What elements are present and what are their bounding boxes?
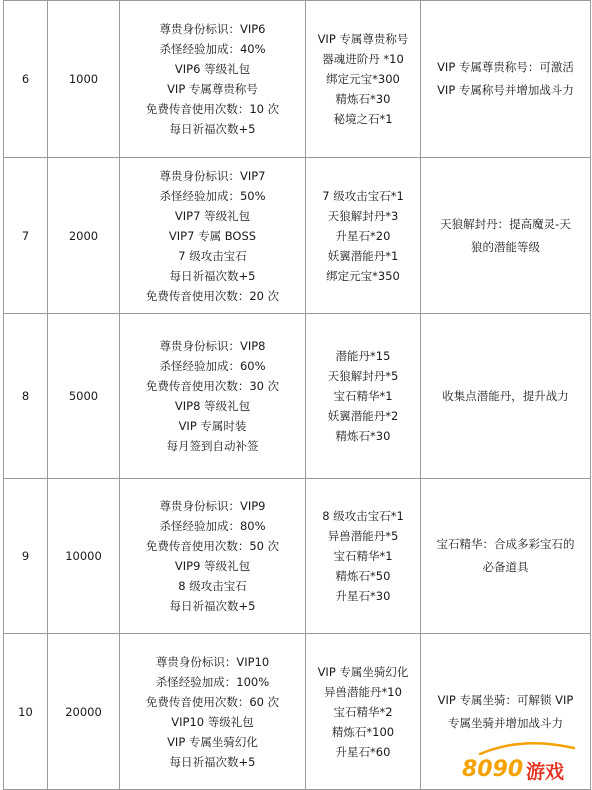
reward-item: 宝石精华*2 xyxy=(333,704,393,719)
benefit-item: VIP 专属时装 xyxy=(178,419,247,433)
rewards-list xyxy=(310,662,416,762)
benefits-list xyxy=(124,19,301,139)
benefit-item: VIP7 专属 BOSS xyxy=(168,228,257,243)
recharge-amount-cell xyxy=(48,479,120,634)
vip-level-cell xyxy=(4,314,48,479)
privilege-cell xyxy=(421,158,591,314)
reward-item: 升星石*30 xyxy=(335,589,391,603)
vip-level-cell xyxy=(4,158,48,314)
benefits-cell xyxy=(120,634,306,790)
table-row xyxy=(4,158,591,314)
benefit-item: VIP6 等级礼包 xyxy=(174,62,251,76)
benefit-item: 免费传音使用次数：10 次 xyxy=(145,102,280,116)
reward-item: VIP 专属坐骑幻化 xyxy=(317,664,409,679)
reward-item: 异兽潜能丹*5 xyxy=(327,529,399,543)
benefit-item: 免费传音使用次数：20 次 xyxy=(145,288,280,303)
benefit-item: 尊贵身份标识：VIP9 xyxy=(159,499,266,513)
vip-level: 9 xyxy=(21,549,30,563)
benefit-item: 杀怪经验加成：50% xyxy=(159,188,266,203)
logo-swoosh xyxy=(480,743,574,754)
vip-level: 10 xyxy=(18,704,33,719)
benefit-item: 每日祈福次数+5 xyxy=(169,599,256,613)
recharge-amount: 1000 xyxy=(68,72,99,86)
benefits-list xyxy=(124,166,301,306)
benefits-cell xyxy=(120,158,306,314)
benefit-item: 杀怪经验加成：60% xyxy=(159,359,266,373)
rewards-list xyxy=(310,506,416,606)
reward-item: 器魂进阶丹 *10 xyxy=(322,52,404,66)
benefit-item: 尊贵身份标识：VIP10 xyxy=(155,654,270,669)
vip-level: 6 xyxy=(21,72,30,86)
recharge-amount-cell xyxy=(48,1,120,158)
benefit-item: VIP 专属坐骑幻化 xyxy=(167,734,258,749)
benefit-item: VIP7 等级礼包 xyxy=(174,208,251,223)
reward-item: 天狼解封丹*5 xyxy=(327,369,399,383)
rewards-cell xyxy=(306,1,421,158)
rewards-cell xyxy=(306,634,421,790)
benefit-item: 免费传音使用次数：50 次 xyxy=(145,539,280,553)
privilege-cell xyxy=(421,479,591,634)
recharge-amount-cell xyxy=(48,314,120,479)
rewards-list xyxy=(310,29,416,129)
recharge-amount: 5000 xyxy=(68,389,99,403)
reward-item: 8 级攻击宝石*1 xyxy=(322,509,404,523)
reward-item: 天狼解封丹*3 xyxy=(327,208,399,223)
privilege-cell xyxy=(421,314,591,479)
rewards-list xyxy=(310,186,416,286)
benefits-list xyxy=(124,652,301,772)
benefits-cell xyxy=(120,479,306,634)
benefit-item: 每日祈福次数+5 xyxy=(169,268,256,283)
benefit-item: 每月签到自动补签 xyxy=(166,439,259,453)
reward-item: 异兽潜能丹*10 xyxy=(324,684,402,699)
reward-item: 升星石*60 xyxy=(335,744,391,759)
rewards-cell xyxy=(306,314,421,479)
vip-level-cell xyxy=(4,1,48,158)
vip-level-cell xyxy=(4,634,48,790)
benefit-item: 每日祈福次数+5 xyxy=(169,754,256,769)
vip-level: 8 xyxy=(21,389,30,403)
reward-item: 精炼石*30 xyxy=(335,429,391,443)
benefit-item: 尊贵身份标识：VIP7 xyxy=(159,168,266,183)
benefit-item: 免费传音使用次数：30 次 xyxy=(145,379,280,393)
reward-item: 妖翼潜能丹*2 xyxy=(327,409,399,423)
recharge-amount: 20000 xyxy=(65,704,102,719)
benefit-item: 尊贵身份标识：VIP8 xyxy=(159,339,266,353)
benefit-item: 杀怪经验加成：80% xyxy=(159,519,266,533)
benefits-cell xyxy=(120,1,306,158)
site-logo xyxy=(462,740,580,784)
privilege-text: 天狼解封丹：提高魔灵-天狼的潜能等级 xyxy=(440,216,571,254)
reward-item: 宝石精华*1 xyxy=(333,389,393,403)
benefit-item: 尊贵身份标识：VIP6 xyxy=(159,22,266,36)
benefit-item: 7 级攻击宝石 xyxy=(178,248,247,263)
logo-number: 8090 xyxy=(462,757,524,782)
logo-suffix: 游戏 xyxy=(526,761,565,783)
reward-item: 精炼石*100 xyxy=(331,724,395,739)
rewards-cell xyxy=(306,479,421,634)
benefit-item: VIP9 等级礼包 xyxy=(174,559,251,573)
reward-item: 精炼石*30 xyxy=(335,92,391,106)
benefit-item: VIP 专属尊贵称号 xyxy=(167,82,258,96)
privilege-text: VIP 专属坐骑：可解锁 VIP 专属坐骑并增加战斗力 xyxy=(437,692,574,730)
reward-item: 绑定元宝*300 xyxy=(326,72,400,86)
reward-item: 潜能丹*15 xyxy=(335,349,391,363)
vip-level-cell xyxy=(4,479,48,634)
table-row xyxy=(4,314,591,479)
reward-item: 秘境之石*1 xyxy=(333,112,393,126)
benefit-item: 杀怪经验加成：40% xyxy=(159,42,266,56)
benefit-item: VIP10 等级礼包 xyxy=(171,714,254,729)
rewards-cell xyxy=(306,158,421,314)
benefit-item: 每日祈福次数+5 xyxy=(169,122,256,136)
benefit-item: 8 级攻击宝石 xyxy=(178,579,247,593)
benefit-item: 杀怪经验加成：100% xyxy=(155,674,270,689)
reward-item: VIP 专属尊贵称号 xyxy=(317,32,409,46)
benefits-cell xyxy=(120,314,306,479)
recharge-amount: 2000 xyxy=(68,228,99,243)
table-row xyxy=(4,479,591,634)
vip-table-body xyxy=(4,1,591,790)
vip-level: 7 xyxy=(21,228,30,243)
privilege-cell xyxy=(421,1,591,158)
reward-item: 7 级攻击宝石*1 xyxy=(322,188,404,203)
benefits-list xyxy=(124,336,301,456)
recharge-amount-cell xyxy=(48,634,120,790)
rewards-list xyxy=(310,346,416,446)
benefit-item: VIP8 等级礼包 xyxy=(174,399,251,413)
reward-item: 妖翼潜能丹*1 xyxy=(327,248,399,263)
benefits-list xyxy=(124,496,301,616)
privilege-text: 收集点潜能丹，提升战力 xyxy=(442,388,569,403)
reward-item: 精炼石*50 xyxy=(335,569,391,583)
privilege-text: VIP 专属尊贵称号：可激活 VIP 专属称号并增加战斗力 xyxy=(437,60,574,97)
recharge-amount-cell xyxy=(48,158,120,314)
reward-item: 升星石*20 xyxy=(335,228,391,243)
table-row xyxy=(4,1,591,158)
vip-table xyxy=(3,0,591,790)
privilege-text: 宝石精华：合成多彩宝石的必备道具 xyxy=(436,537,575,574)
reward-item: 宝石精华*1 xyxy=(333,549,393,563)
recharge-amount: 10000 xyxy=(65,549,102,563)
benefit-item: 免费传音使用次数：60 次 xyxy=(145,694,280,709)
reward-item: 绑定元宝*350 xyxy=(326,268,400,283)
